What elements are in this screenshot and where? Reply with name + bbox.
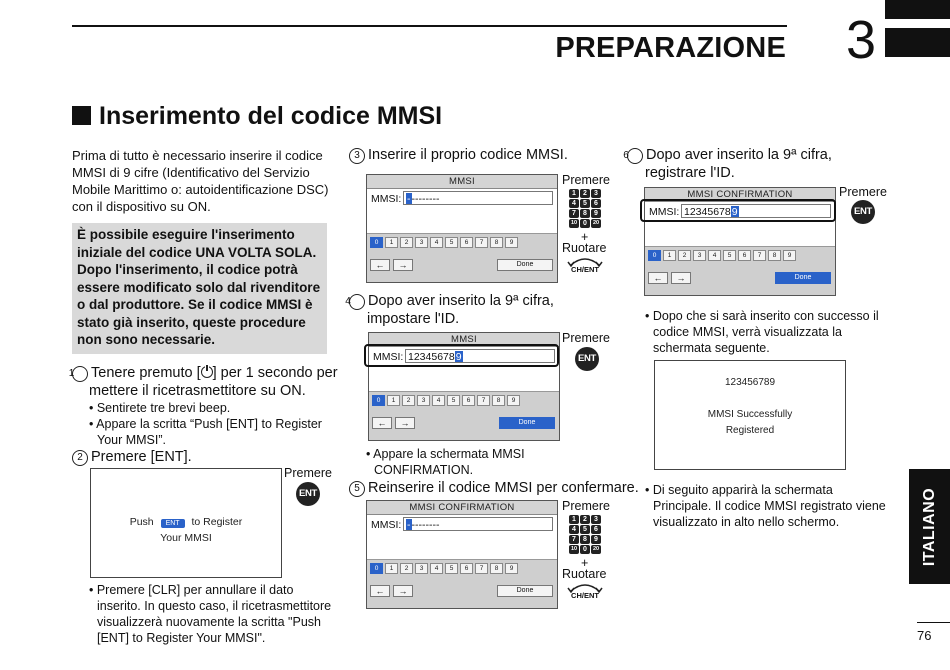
chapter-title: PREPARAZIONE bbox=[555, 32, 786, 64]
left-arrow-key: ← bbox=[372, 417, 392, 429]
screen-title: MMSI bbox=[369, 333, 559, 347]
square-bullet-icon bbox=[72, 106, 91, 125]
clr-bullet: • Premere [CLR] per annullare il dato inserito. In questo caso, il ricetrasmettitore visualizzerà nuovamente la scritta "Push [ENT] to Register Your MMSI". bbox=[89, 583, 332, 645]
digit-row bbox=[648, 250, 796, 261]
chapter-number: 3 bbox=[846, 10, 877, 70]
keypad-key: 0 bbox=[580, 545, 590, 554]
push-text: Push bbox=[129, 516, 154, 528]
screen-keyboard bbox=[369, 391, 559, 440]
keypad-icon bbox=[569, 515, 601, 554]
digit-key: 6 bbox=[738, 250, 751, 261]
digit-key: 0 bbox=[372, 395, 385, 406]
mmsi-label: MMSI: bbox=[649, 206, 680, 218]
mmsi-label: MMSI: bbox=[371, 193, 402, 205]
digit-key: 0 bbox=[648, 250, 661, 261]
header-rule bbox=[72, 25, 787, 27]
digit-row bbox=[370, 563, 518, 574]
keypad-key: 4 bbox=[569, 199, 579, 208]
ch-ent-dial-icon: CH/ENT bbox=[565, 581, 605, 603]
keypad-key: 7 bbox=[569, 535, 579, 544]
digit-key: 5 bbox=[447, 395, 460, 406]
premere-label: Premere bbox=[562, 331, 610, 345]
digit-key: 1 bbox=[387, 395, 400, 406]
step-number: 4 bbox=[349, 294, 365, 310]
digit-key: 2 bbox=[400, 237, 413, 248]
digit-key: 9 bbox=[505, 563, 518, 574]
ent-key-icon: ENT bbox=[851, 200, 875, 224]
digit-key: 1 bbox=[385, 563, 398, 574]
digit-key: 8 bbox=[490, 563, 503, 574]
highlight-frame bbox=[364, 344, 559, 367]
keypad-key: 9 bbox=[591, 209, 601, 218]
power-icon bbox=[201, 366, 213, 378]
digit-key: 5 bbox=[445, 563, 458, 574]
ruotare-label: Ruotare bbox=[562, 241, 607, 255]
screen-title: MMSI bbox=[367, 175, 557, 189]
screen-keyboard bbox=[367, 233, 557, 282]
screen-title: MMSI CONFIRMATION bbox=[645, 188, 835, 202]
arrow-row bbox=[370, 585, 413, 597]
digit-key: 1 bbox=[385, 237, 398, 248]
digit-key: 9 bbox=[505, 237, 518, 248]
screen-keyboard bbox=[645, 246, 835, 295]
digit-key: 4 bbox=[430, 563, 443, 574]
chapter-tab-bottom bbox=[885, 28, 950, 57]
keypad-icon bbox=[569, 189, 601, 228]
step1-bullet-2: • Appare la scritta “Push [ENT] to Register Your MMSI”. bbox=[89, 417, 322, 447]
arrow-row bbox=[648, 272, 691, 284]
keypad-key: 7 bbox=[569, 209, 579, 218]
ent-key-icon: ENT bbox=[296, 482, 320, 506]
keypad-key: 3 bbox=[591, 515, 601, 524]
keypad-key: 20 bbox=[592, 546, 600, 552]
step1-bullet-1: • Sentirete tre brevi beep. bbox=[89, 401, 231, 415]
screen-keyboard bbox=[367, 559, 557, 608]
digit-key: 3 bbox=[693, 250, 706, 261]
digit-key: 8 bbox=[492, 395, 505, 406]
mmsi-field: --------- bbox=[403, 191, 553, 205]
keypad-key: 3 bbox=[591, 189, 601, 198]
mmsi-label: MMSI: bbox=[373, 351, 404, 363]
step-1: 1 Tenere premuto [ ] per 1 secondo per mettere il ricetrasmettitore su ON. bbox=[68, 365, 338, 399]
keypad-key: 2 bbox=[580, 515, 590, 524]
mmsi-field: --------- bbox=[403, 517, 553, 531]
digit-key: 6 bbox=[462, 395, 475, 406]
section-title: Inserimento del codice MMSI bbox=[72, 102, 442, 131]
digit-key: 9 bbox=[507, 395, 520, 406]
note-box: È possibile eseguire l'inserimento iniziale del codice UNA VOLTA SOLA. Dopo l'inserimento, il codice potrà essere modificato solo dal rivenditore o dal produttore. Se il codice MMSI è stato già inserito, queste procedure non sono necessarie. bbox=[72, 223, 327, 354]
done-key: Done bbox=[497, 585, 553, 597]
mmsi-label: MMSI: bbox=[371, 519, 402, 531]
chapter-tab-top bbox=[885, 0, 950, 19]
done-key: Done bbox=[499, 417, 555, 429]
step-4: 4 Dopo aver inserito la 9ª cifra, impostare l'ID. bbox=[345, 293, 554, 327]
digit-key: 4 bbox=[430, 237, 443, 248]
step-5: 5 Reinserire il codice MMSI per confermare. bbox=[349, 479, 639, 497]
ch-ent-dial-icon: CH/ENT bbox=[565, 255, 605, 277]
digit-key: 0 bbox=[370, 237, 383, 248]
left-arrow-key: ← bbox=[370, 585, 390, 597]
keypad-key: 10 bbox=[570, 220, 578, 226]
step-number: 6 bbox=[627, 148, 643, 164]
push-ent-screen bbox=[90, 468, 282, 578]
digit-key: 3 bbox=[417, 395, 430, 406]
mmsi-confirmation-screen-step5 bbox=[366, 500, 558, 609]
step-6: 6 Dopo aver inserito la 9ª cifra, registrare l'ID. bbox=[623, 147, 832, 181]
arrow-row bbox=[370, 259, 413, 271]
right-arrow-key: → bbox=[395, 417, 415, 429]
keypad-key: 20 bbox=[592, 220, 600, 226]
premere-label: Premere bbox=[284, 466, 332, 480]
digit-key: 2 bbox=[402, 395, 415, 406]
step-3: 3 Inserire il proprio codice MMSI. bbox=[349, 146, 568, 164]
digit-key: 4 bbox=[432, 395, 445, 406]
premere-label: Premere bbox=[562, 173, 610, 187]
digit-key: 4 bbox=[708, 250, 721, 261]
keypad-key: 10 bbox=[570, 546, 578, 552]
done-key: Done bbox=[497, 259, 553, 271]
digit-key: 6 bbox=[460, 563, 473, 574]
keypad-key: 9 bbox=[591, 535, 601, 544]
plus-label: + bbox=[581, 556, 589, 570]
digit-row bbox=[370, 237, 518, 248]
keypad-key: 8 bbox=[580, 209, 590, 218]
step-number: 3 bbox=[349, 148, 365, 164]
keypad-key: 1 bbox=[569, 189, 579, 198]
intro-text: Prima di tutto è necessario inserire il codice MMSI di 9 cifre (Identificativo del Servizio Mobile Marittimo o: autoidentificazione DSC) con il dispositivo su ON. bbox=[72, 148, 329, 214]
register-text: to Register bbox=[191, 516, 243, 528]
digit-key: 7 bbox=[475, 237, 488, 248]
keypad-key: 4 bbox=[569, 525, 579, 534]
your-mmsi-text: Your MMSI bbox=[160, 532, 212, 544]
step-number: 1 bbox=[72, 366, 88, 382]
keypad-key: 5 bbox=[580, 199, 590, 208]
digit-key: 2 bbox=[678, 250, 691, 261]
success-line-2: Registered bbox=[725, 425, 775, 436]
keypad-key: 1 bbox=[569, 515, 579, 524]
keypad-key: 0 bbox=[580, 219, 590, 228]
mmsi-field: 123456789 bbox=[681, 204, 831, 218]
mmsi-screen-step3 bbox=[366, 174, 558, 283]
digit-key: 5 bbox=[723, 250, 736, 261]
page-number: 76 bbox=[917, 628, 932, 643]
digit-key: 7 bbox=[475, 563, 488, 574]
plus-label: + bbox=[581, 230, 589, 244]
mmsi-field: 123456789 bbox=[405, 349, 555, 363]
keypad-key: 2 bbox=[580, 189, 590, 198]
digit-key: 3 bbox=[415, 237, 428, 248]
ent-badge: ENT bbox=[161, 519, 185, 528]
keypad-key: 8 bbox=[580, 535, 590, 544]
digit-key: 8 bbox=[768, 250, 781, 261]
step-number: 2 bbox=[72, 450, 88, 466]
keypad-key: 6 bbox=[591, 525, 601, 534]
digit-key: 0 bbox=[370, 563, 383, 574]
digit-key: 3 bbox=[415, 563, 428, 574]
success-line-1: MMSI Successfully bbox=[707, 409, 793, 420]
digit-key: 8 bbox=[490, 237, 503, 248]
digit-key: 9 bbox=[783, 250, 796, 261]
left-arrow-key: ← bbox=[370, 259, 390, 271]
step4-bullet: • Appare la schermata MMSI CONFIRMATION. bbox=[366, 447, 525, 477]
ent-key-icon: ENT bbox=[575, 347, 599, 371]
digit-row bbox=[372, 395, 520, 406]
done-key: Done bbox=[775, 272, 831, 284]
premere-label: Premere bbox=[839, 185, 887, 199]
digit-key: 5 bbox=[445, 237, 458, 248]
right-arrow-key: → bbox=[393, 585, 413, 597]
digit-key: 7 bbox=[477, 395, 490, 406]
right-arrow-key: → bbox=[393, 259, 413, 271]
ruotare-label: Ruotare bbox=[562, 567, 607, 581]
keypad-key: 5 bbox=[580, 525, 590, 534]
footer-rule bbox=[917, 622, 950, 623]
digit-key: 2 bbox=[400, 563, 413, 574]
keypad-key: 6 bbox=[591, 199, 601, 208]
success-screen bbox=[654, 360, 846, 470]
step6-bullet-2: • Di seguito apparirà la schermata Principale. Il codice MMSI registrato viene visualizzato in alto nello schermo. bbox=[645, 483, 886, 529]
digit-key: 6 bbox=[460, 237, 473, 248]
success-mmsi-number: 123456789 bbox=[724, 377, 776, 388]
premere-label: Premere bbox=[562, 499, 610, 513]
left-arrow-key: ← bbox=[648, 272, 668, 284]
digit-key: 1 bbox=[663, 250, 676, 261]
highlight-frame bbox=[640, 199, 836, 222]
step-2: 2 Premere [ENT]. bbox=[72, 448, 192, 466]
digit-key: 7 bbox=[753, 250, 766, 261]
screen-title: MMSI CONFIRMATION bbox=[367, 501, 557, 515]
step6-bullet-1: • Dopo che si sarà inserito con successo il codice MMSI, verrà visualizzata la schermata seguente. bbox=[645, 309, 879, 355]
arrow-row bbox=[372, 417, 415, 429]
language-tab: ITALIANO bbox=[909, 469, 950, 584]
right-arrow-key: → bbox=[671, 272, 691, 284]
step-number: 5 bbox=[349, 481, 365, 497]
